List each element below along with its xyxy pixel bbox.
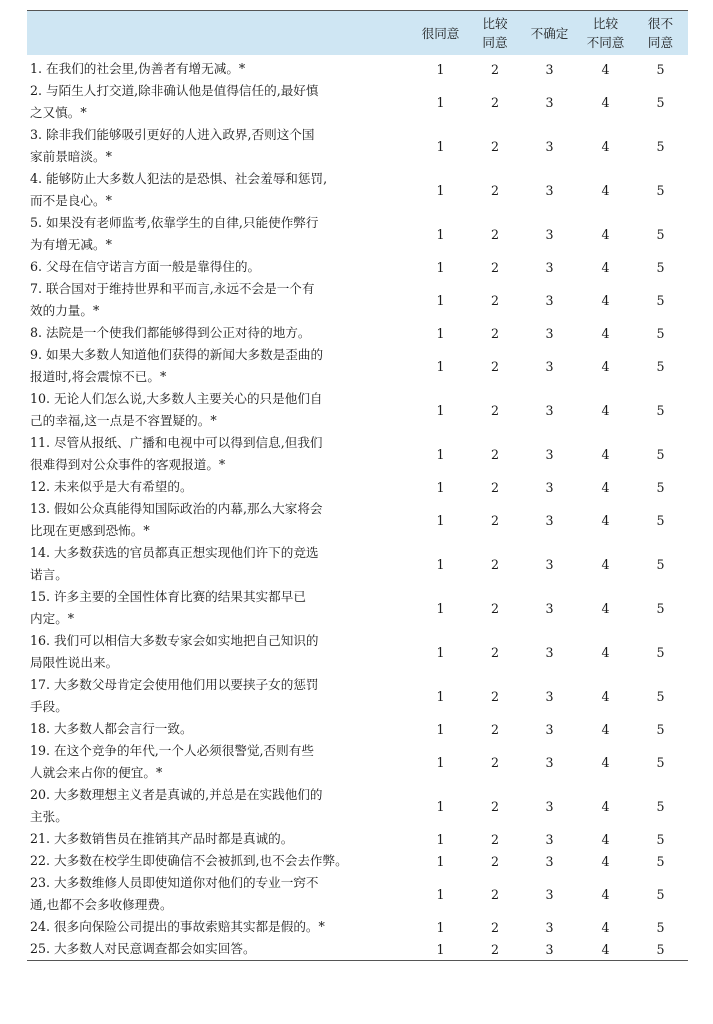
survey-item-row: [27, 586, 688, 630]
survey-item-statement: [27, 212, 412, 256]
scale-option-2: 2: [490, 798, 499, 814]
scale-option-3: 3: [545, 831, 554, 847]
scale-option-2: 2: [490, 600, 499, 616]
scale-option-1: 1: [436, 798, 445, 814]
survey-item-statement: [27, 542, 412, 586]
scale-option-4: 4: [578, 938, 633, 961]
survey-item-row: [27, 344, 688, 388]
scale-option-5: 5: [656, 644, 665, 660]
scale-option-1: 1: [436, 919, 445, 935]
survey-item-statement: [27, 586, 412, 630]
scale-option-2: 2: [490, 446, 499, 462]
survey-item-statement: [27, 872, 412, 916]
column-header-strongly-disagree: 很不 同意: [633, 11, 688, 56]
scale-option-2: 2: [490, 754, 499, 770]
survey-item-row: [27, 168, 688, 212]
survey-item-statement: [27, 498, 412, 542]
scale-option-1: 1: [436, 853, 445, 869]
scale-option-4: 4: [601, 226, 610, 242]
survey-item-text: 25. 大多数人对民意调查都会如实回答。: [30, 941, 256, 956]
scale-option-2: 2: [490, 94, 499, 110]
scale-option-5: 5: [633, 938, 688, 961]
survey-item-text: 11. 尽管从报纸、广播和电视中可以得到信息,但我们 很难得到对公众事件的客观报道。*: [30, 435, 323, 472]
scale-option-4: 4: [601, 292, 610, 308]
scale-option-1: 1: [436, 94, 445, 110]
scale-option-4: 4: [601, 402, 610, 418]
scale-option-5: 5: [656, 259, 665, 275]
survey-item-text: 22. 大多数在校学生即使确信不会被抓到,也不会去作弊。: [30, 853, 348, 868]
scale-option-2: 2: [490, 512, 499, 528]
scale-option-3: 3: [545, 358, 554, 374]
scale-option-2: 2: [490, 325, 499, 341]
survey-item-row: [27, 388, 688, 432]
survey-item-row: [27, 718, 688, 740]
scale-option-4: 4: [601, 831, 610, 847]
survey-item-statement: [27, 124, 412, 168]
scale-option-1: 1: [436, 138, 445, 154]
scale-option-5: 5: [656, 886, 665, 902]
scale-option-4: 4: [601, 721, 610, 737]
survey-item-row: [27, 476, 688, 498]
scale-option-3: 3: [545, 292, 554, 308]
scale-option-2: 2: [490, 182, 499, 198]
survey-item-row: [27, 850, 688, 872]
survey-item-row: [27, 916, 688, 938]
scale-option-3: 3: [545, 919, 554, 935]
scale-option-5: 5: [656, 402, 665, 418]
scale-option-5: 5: [656, 721, 665, 737]
scale-option-5: 5: [656, 226, 665, 242]
survey-item-row: [27, 542, 688, 586]
scale-option-4: 4: [601, 644, 610, 660]
scale-option-5: 5: [656, 138, 665, 154]
scale-option-3: 3: [545, 754, 554, 770]
survey-item-row: [27, 80, 688, 124]
scale-option-3: 3: [545, 138, 554, 154]
scale-option-5: 5: [656, 182, 665, 198]
scale-option-1: 1: [436, 226, 445, 242]
survey-item-row: [27, 124, 688, 168]
scale-option-5: 5: [656, 600, 665, 616]
scale-option-2: 2: [490, 61, 499, 77]
survey-item-text: 4. 能够防止大多数人犯法的是恐惧、社会羞辱和惩罚, 而不是良心。*: [30, 171, 328, 208]
scale-option-4: 4: [601, 94, 610, 110]
column-header-unsure: 不确定: [521, 11, 578, 56]
scale-option-1: 1: [436, 831, 445, 847]
scale-option-1: 1: [436, 556, 445, 572]
survey-item-row: [27, 55, 688, 80]
scale-option-4: 4: [601, 479, 610, 495]
survey-item-text: 12. 未来似乎是大有希望的。: [30, 479, 193, 494]
survey-item-statement: [27, 476, 412, 498]
scale-option-1: 1: [436, 292, 445, 308]
scale-option-5: 5: [656, 292, 665, 308]
scale-option-2: 2: [490, 226, 499, 242]
survey-item-row: [27, 256, 688, 278]
scale-option-3: 3: [545, 600, 554, 616]
scale-option-1: 1: [436, 600, 445, 616]
survey-item-statement: [27, 80, 412, 124]
scale-option-5: 5: [656, 358, 665, 374]
survey-item-text: 23. 大多数维修人员即使知道你对他们的专业一窍不 通,也都不会多收修理费。: [30, 875, 319, 912]
scale-option-2: 2: [490, 886, 499, 902]
scale-option-3: 3: [521, 938, 578, 961]
scale-option-2: 2: [490, 479, 499, 495]
survey-item-text: 20. 大多数理想主义者是真诚的,并总是在实践他们的 主张。: [30, 787, 323, 824]
scale-option-5: 5: [656, 512, 665, 528]
survey-item-statement: [27, 388, 412, 432]
scale-option-4: 4: [601, 754, 610, 770]
survey-item-statement: [27, 432, 412, 476]
scale-option-5: 5: [656, 61, 665, 77]
scale-option-5: 5: [656, 94, 665, 110]
scale-option-4: 4: [601, 358, 610, 374]
column-header-somewhat-agree: 比较 同意: [469, 11, 521, 56]
scale-option-1: 1: [436, 402, 445, 418]
survey-item-text: 6. 父母在信守诺言方面一般是靠得住的。: [30, 259, 261, 274]
scale-option-2: 2: [490, 721, 499, 737]
scale-option-2: 2: [490, 556, 499, 572]
scale-option-3: 3: [545, 226, 554, 242]
survey-item-text: 16. 我们可以相信大多数专家会如实地把自己知识的 局限性说出来。: [30, 633, 319, 670]
scale-option-3: 3: [545, 886, 554, 902]
scale-option-1: 1: [436, 358, 445, 374]
survey-item-statement: [27, 674, 412, 718]
scale-option-1: 1: [436, 512, 445, 528]
scale-option-4: 4: [601, 446, 610, 462]
survey-item-row: [27, 938, 688, 961]
survey-item-text: 2. 与陌生人打交道,除非确认他是值得信任的,最好慎 之又慎。*: [30, 83, 319, 120]
survey-item-text: 18. 大多数人都会言行一致。: [30, 721, 193, 736]
survey-item-row: [27, 498, 688, 542]
scale-option-1: 1: [436, 688, 445, 704]
survey-item-text: 19. 在这个竞争的年代,一个人必须很警觉,否则有些 人就会来占你的便宜。*: [30, 743, 314, 780]
column-header-strongly-agree: 很同意: [412, 11, 469, 56]
survey-item-text: 17. 大多数父母肯定会使用他们用以要挟子女的惩罚 手段。: [30, 677, 319, 714]
scale-option-2: 2: [490, 919, 499, 935]
scale-option-1: 1: [436, 325, 445, 341]
scale-option-3: 3: [545, 259, 554, 275]
scale-option-1: 1: [436, 721, 445, 737]
survey-item-row: [27, 828, 688, 850]
scale-option-4: 4: [601, 138, 610, 154]
scale-option-5: 5: [656, 688, 665, 704]
survey-item-statement: [27, 916, 412, 938]
survey-item-row: [27, 322, 688, 344]
scale-option-2: 2: [490, 853, 499, 869]
survey-item-text: 14. 大多数获选的官员都真正想实现他们许下的竞选 诺言。: [30, 545, 319, 582]
scale-option-4: 4: [601, 556, 610, 572]
scale-option-1: 1: [436, 479, 445, 495]
scale-option-1: 1: [412, 938, 469, 961]
scale-option-3: 3: [545, 688, 554, 704]
survey-item-row: [27, 630, 688, 674]
table-header-row: [27, 11, 688, 56]
scale-option-2: 2: [490, 259, 499, 275]
column-header-somewhat-disagree: 比较 不同意: [578, 11, 633, 56]
scale-option-1: 1: [436, 644, 445, 660]
survey-item-text: 5. 如果没有老师监考,依靠学生的自律,只能使作弊行 为有增无减。*: [30, 215, 319, 252]
survey-item-row: [27, 432, 688, 476]
scale-option-5: 5: [656, 556, 665, 572]
scale-option-4: 4: [601, 61, 610, 77]
survey-item-statement: [27, 850, 412, 872]
scale-option-4: 4: [601, 600, 610, 616]
scale-option-3: 3: [545, 798, 554, 814]
item-column-header: [27, 11, 412, 56]
survey-item-text: 15. 许多主要的全国性体育比赛的结果其实都早已 内定。*: [30, 589, 306, 626]
trust-survey-table: [27, 10, 688, 961]
scale-option-3: 3: [545, 402, 554, 418]
survey-item-text: 7. 联合国对于维持世界和平而言,永远不会是一个有 效的力量。*: [30, 281, 315, 318]
survey-item-statement: [27, 168, 412, 212]
scale-option-3: 3: [545, 182, 554, 198]
scale-option-5: 5: [656, 853, 665, 869]
scale-option-3: 3: [545, 479, 554, 495]
scale-option-4: 4: [601, 259, 610, 275]
scale-option-4: 4: [601, 512, 610, 528]
survey-item-text: 8. 法院是一个使我们都能够得到公正对待的地方。: [30, 325, 311, 340]
scale-option-3: 3: [545, 644, 554, 660]
scale-option-4: 4: [601, 886, 610, 902]
scale-option-5: 5: [656, 798, 665, 814]
survey-item-statement: [27, 344, 412, 388]
survey-item-statement: [27, 718, 412, 740]
survey-item-statement: [27, 784, 412, 828]
survey-item-statement: [27, 55, 412, 80]
scale-option-5: 5: [656, 479, 665, 495]
survey-item-text: 13. 假如公众真能得知国际政治的内幕,那么大家将会 比现在更感到恐怖。*: [30, 501, 323, 538]
scale-option-1: 1: [436, 61, 445, 77]
scale-option-2: 2: [490, 292, 499, 308]
survey-item-row: [27, 740, 688, 784]
scale-option-2: 2: [490, 688, 499, 704]
scale-option-5: 5: [656, 919, 665, 935]
survey-item-text: 3. 除非我们能够吸引更好的人进入政界,否则这个国 家前景暗淡。*: [30, 127, 315, 164]
scale-option-5: 5: [656, 754, 665, 770]
scale-option-2: 2: [490, 402, 499, 418]
survey-item-row: [27, 872, 688, 916]
scale-option-2: 2: [490, 358, 499, 374]
scale-option-4: 4: [601, 182, 610, 198]
survey-item-statement: [27, 938, 412, 961]
scale-option-4: 4: [601, 688, 610, 704]
survey-item-row: [27, 278, 688, 322]
scale-option-1: 1: [436, 446, 445, 462]
scale-option-3: 3: [545, 556, 554, 572]
survey-item-statement: [27, 322, 412, 344]
scale-option-2: 2: [469, 938, 521, 961]
scale-option-3: 3: [545, 446, 554, 462]
survey-item-statement: [27, 278, 412, 322]
scale-option-1: 1: [436, 886, 445, 902]
scale-option-4: 4: [601, 919, 610, 935]
scale-option-3: 3: [545, 94, 554, 110]
survey-item-statement: [27, 828, 412, 850]
survey-item-row: [27, 212, 688, 256]
survey-item-row: [27, 784, 688, 828]
survey-item-text: 10. 无论人们怎么说,大多数人主要关心的只是他们自 己的幸福,这一点是不容置疑的。*: [30, 391, 323, 428]
survey-item-row: [27, 674, 688, 718]
scale-option-5: 5: [656, 831, 665, 847]
scale-option-3: 3: [545, 721, 554, 737]
scale-option-3: 3: [545, 512, 554, 528]
scale-option-5: 5: [656, 446, 665, 462]
survey-item-text: 21. 大多数销售员在推销其产品时都是真诚的。: [30, 831, 294, 846]
scale-option-3: 3: [545, 61, 554, 77]
survey-item-text: 24. 很多向保险公司提出的事故索赔其实都是假的。*: [30, 919, 325, 934]
survey-item-statement: [27, 256, 412, 278]
scale-option-2: 2: [490, 644, 499, 660]
survey-item-text: 9. 如果大多数人知道他们获得的新闻大多数是歪曲的 报道时,将会震惊不已。*: [30, 347, 324, 384]
scale-option-4: 4: [601, 798, 610, 814]
scale-option-3: 3: [545, 325, 554, 341]
scale-option-4: 4: [601, 325, 610, 341]
scale-option-2: 2: [490, 831, 499, 847]
survey-item-statement: [27, 740, 412, 784]
scale-option-2: 2: [490, 138, 499, 154]
scale-option-1: 1: [436, 182, 445, 198]
scale-option-3: 3: [545, 853, 554, 869]
scale-option-4: 4: [601, 853, 610, 869]
survey-items: [27, 55, 688, 961]
scale-option-1: 1: [436, 259, 445, 275]
survey-item-text: 1. 在我们的社会里,伪善者有增无减。*: [30, 61, 246, 76]
survey-item-statement: [27, 630, 412, 674]
scale-option-1: 1: [436, 754, 445, 770]
scale-option-5: 5: [656, 325, 665, 341]
